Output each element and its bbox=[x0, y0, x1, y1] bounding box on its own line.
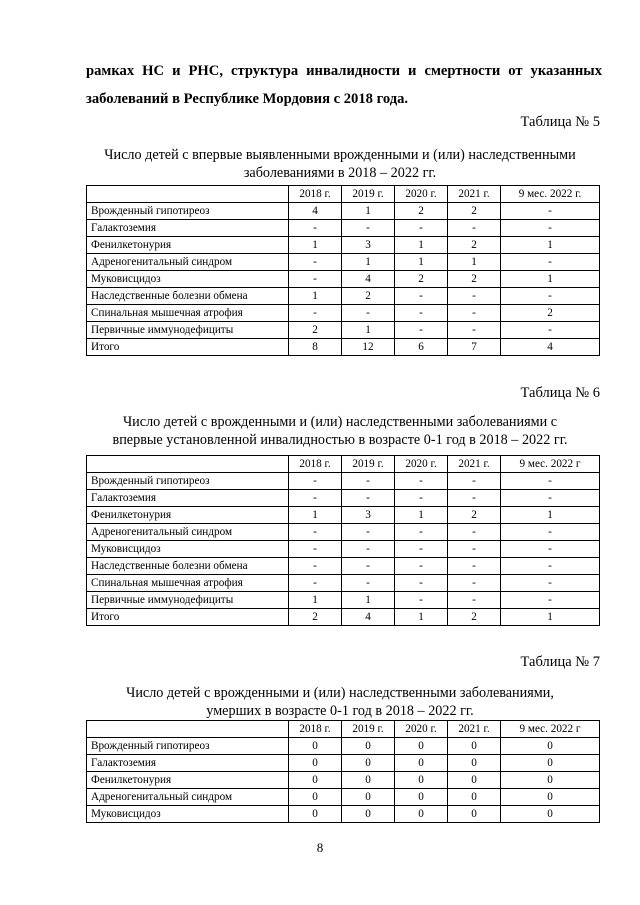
table-cell: - bbox=[448, 558, 501, 575]
row-label: Галактоземия bbox=[87, 490, 289, 507]
table-cell: 0 bbox=[501, 789, 600, 806]
table7-caption-line-1: Число детей с врожденными и (или) наследственными заболеваниями, bbox=[126, 685, 554, 701]
table-cell: 0 bbox=[289, 789, 342, 806]
table-header-row bbox=[87, 186, 600, 203]
column-header: 9 мес. 2022 г. bbox=[501, 186, 600, 203]
table-cell: 0 bbox=[395, 772, 448, 789]
table-row bbox=[87, 558, 600, 575]
column-header: 2021 г. bbox=[448, 721, 501, 738]
row-label: Адреногенитальный синдром bbox=[87, 524, 289, 541]
table-cell: - bbox=[501, 592, 600, 609]
table-cell: - bbox=[448, 524, 501, 541]
table-cell: - bbox=[501, 288, 600, 305]
table-header-row bbox=[87, 456, 600, 473]
table-cell: - bbox=[501, 322, 600, 339]
row-label: Галактоземия bbox=[87, 755, 289, 772]
table-cell: 2 bbox=[395, 271, 448, 288]
table-cell: 2 bbox=[448, 203, 501, 220]
table-cell: - bbox=[289, 473, 342, 490]
table-cell: - bbox=[395, 473, 448, 490]
table-cell: - bbox=[289, 541, 342, 558]
table-cell: 0 bbox=[342, 789, 395, 806]
table-row bbox=[87, 524, 600, 541]
table-row bbox=[87, 254, 600, 271]
table-row bbox=[87, 339, 600, 356]
table-cell: - bbox=[395, 541, 448, 558]
intro-text-line-2: заболеваний в Республике Мордовия с 2018 года. bbox=[86, 91, 409, 107]
table-cell: 1 bbox=[395, 609, 448, 626]
table-cell: 0 bbox=[448, 772, 501, 789]
table-cell: 0 bbox=[395, 789, 448, 806]
table-cell: 0 bbox=[289, 772, 342, 789]
table-cell: 0 bbox=[501, 806, 600, 823]
row-label: Спинальная мышечная атрофия bbox=[87, 305, 289, 322]
table-cell: - bbox=[448, 575, 501, 592]
table-cell: 4 bbox=[342, 271, 395, 288]
table-row bbox=[87, 203, 600, 220]
column-header: 2020 г. bbox=[395, 721, 448, 738]
table7-number: Таблица № 7 bbox=[520, 654, 600, 670]
table-row bbox=[87, 507, 600, 524]
table-row bbox=[87, 490, 600, 507]
row-label: Итого bbox=[87, 339, 289, 356]
row-label: Адреногенитальный синдром bbox=[87, 789, 289, 806]
table-cell: 1 bbox=[342, 592, 395, 609]
table-cell: - bbox=[289, 575, 342, 592]
row-label: Врожденный гипотиреоз bbox=[87, 473, 289, 490]
table5-caption-line-1: Число детей с впервые выявленными врожденными и (или) наследственными bbox=[104, 147, 576, 163]
table-cell: 7 bbox=[448, 339, 501, 356]
table-cell: - bbox=[395, 524, 448, 541]
column-header bbox=[87, 186, 289, 203]
table-cell: - bbox=[448, 220, 501, 237]
table-cell: - bbox=[342, 524, 395, 541]
table-cell: 0 bbox=[395, 806, 448, 823]
table-row bbox=[87, 738, 600, 755]
table-row bbox=[87, 541, 600, 558]
row-label: Муковисцидоз bbox=[87, 271, 289, 288]
table-cell: 1 bbox=[289, 288, 342, 305]
column-header: 9 мес. 2022 г bbox=[501, 456, 600, 473]
table-row bbox=[87, 271, 600, 288]
table-cell: 0 bbox=[342, 806, 395, 823]
table-cell: - bbox=[501, 558, 600, 575]
column-header bbox=[87, 456, 289, 473]
table-cell: - bbox=[342, 490, 395, 507]
table-cell: 0 bbox=[501, 772, 600, 789]
page-number: 8 bbox=[316, 840, 324, 855]
table-cell: - bbox=[395, 288, 448, 305]
table-cell: - bbox=[342, 473, 395, 490]
column-header: 2020 г. bbox=[395, 456, 448, 473]
table-cell: 3 bbox=[342, 237, 395, 254]
table-cell: - bbox=[448, 541, 501, 558]
table6-caption-line-2: впервые установленной инвалидностью в возрасте 0-1 год в 2018 – 2022 гг. bbox=[112, 432, 568, 448]
table-cell: - bbox=[501, 220, 600, 237]
table-cell: 0 bbox=[342, 772, 395, 789]
column-header: 2020 г. bbox=[395, 186, 448, 203]
table-cell: - bbox=[342, 541, 395, 558]
table-cell: 2 bbox=[448, 237, 501, 254]
table-cell: 0 bbox=[448, 755, 501, 772]
table-cell: 2 bbox=[448, 609, 501, 626]
table-cell: - bbox=[395, 322, 448, 339]
table-row bbox=[87, 237, 600, 254]
table-cell: 1 bbox=[342, 203, 395, 220]
row-label: Адреногенитальный синдром bbox=[87, 254, 289, 271]
table-cell: - bbox=[501, 524, 600, 541]
table-cell: - bbox=[395, 558, 448, 575]
table-cell: 0 bbox=[448, 789, 501, 806]
table-row bbox=[87, 305, 600, 322]
table-cell: - bbox=[289, 558, 342, 575]
table-cell: 2 bbox=[448, 507, 501, 524]
table-cell: - bbox=[448, 490, 501, 507]
table-cell: 1 bbox=[501, 237, 600, 254]
table-cell: - bbox=[501, 575, 600, 592]
table-cell: 0 bbox=[289, 806, 342, 823]
table7 bbox=[86, 720, 600, 823]
row-label: Фенилкетонурия bbox=[87, 237, 289, 254]
table6-number: Таблица № 6 bbox=[520, 385, 600, 401]
table-cell: 2 bbox=[448, 271, 501, 288]
table-row bbox=[87, 806, 600, 823]
row-label: Врожденный гипотиреоз bbox=[87, 738, 289, 755]
table-cell: - bbox=[342, 558, 395, 575]
table-cell: - bbox=[289, 305, 342, 322]
table-cell: 3 bbox=[342, 507, 395, 524]
row-label: Наследственные болезни обмена bbox=[87, 558, 289, 575]
table-cell: 0 bbox=[342, 738, 395, 755]
table-row bbox=[87, 220, 600, 237]
table-cell: 1 bbox=[395, 507, 448, 524]
row-label: Наследственные болезни обмена bbox=[87, 288, 289, 305]
table-cell: - bbox=[501, 473, 600, 490]
table-cell: - bbox=[342, 575, 395, 592]
table-cell: 0 bbox=[501, 755, 600, 772]
table-row bbox=[87, 575, 600, 592]
table-cell: - bbox=[395, 220, 448, 237]
table-cell: 2 bbox=[501, 305, 600, 322]
table6 bbox=[86, 455, 600, 626]
table-cell: 4 bbox=[342, 609, 395, 626]
table-cell: - bbox=[395, 575, 448, 592]
table-row bbox=[87, 288, 600, 305]
table-cell: - bbox=[395, 490, 448, 507]
table-cell: 4 bbox=[501, 339, 600, 356]
table-cell: - bbox=[448, 592, 501, 609]
table-row bbox=[87, 609, 600, 626]
intro-text-line-1: рамках НС и РНС, структура инвалидности и смертности от указанных bbox=[86, 63, 602, 79]
table-cell: 1 bbox=[501, 271, 600, 288]
row-label: Итого bbox=[87, 609, 289, 626]
table5-caption-line-2: заболеваниями в 2018 – 2022 гг. bbox=[243, 165, 437, 181]
row-label: Муковисцидоз bbox=[87, 806, 289, 823]
table-row bbox=[87, 473, 600, 490]
table-cell: 12 bbox=[342, 339, 395, 356]
table-cell: - bbox=[448, 305, 501, 322]
table5-number: Таблица № 5 bbox=[520, 114, 600, 130]
table-cell: 2 bbox=[342, 288, 395, 305]
table-cell: - bbox=[448, 288, 501, 305]
table-row bbox=[87, 789, 600, 806]
table-row bbox=[87, 322, 600, 339]
table-cell: 1 bbox=[289, 592, 342, 609]
column-header: 2021 г. bbox=[448, 186, 501, 203]
row-label: Муковисцидоз bbox=[87, 541, 289, 558]
table-cell: - bbox=[289, 271, 342, 288]
column-header: 2019 г. bbox=[342, 456, 395, 473]
table-cell: 1 bbox=[395, 237, 448, 254]
table-cell: - bbox=[342, 220, 395, 237]
table-cell: 0 bbox=[501, 738, 600, 755]
table5 bbox=[86, 185, 600, 356]
table-cell: 1 bbox=[342, 254, 395, 271]
table-cell: 1 bbox=[342, 322, 395, 339]
table-cell: 0 bbox=[289, 738, 342, 755]
row-label: Фенилкетонурия bbox=[87, 772, 289, 789]
table-cell: 8 bbox=[289, 339, 342, 356]
table-row bbox=[87, 755, 600, 772]
table-cell: - bbox=[289, 220, 342, 237]
table-cell: 2 bbox=[395, 203, 448, 220]
table-cell: - bbox=[448, 473, 501, 490]
table-cell: 0 bbox=[342, 755, 395, 772]
table-cell: - bbox=[501, 254, 600, 271]
table-cell: 2 bbox=[289, 609, 342, 626]
table6-caption-line-1: Число детей с врожденными и (или) наследственными заболеваниями с bbox=[122, 414, 558, 430]
table-cell: 1 bbox=[395, 254, 448, 271]
table-cell: 1 bbox=[448, 254, 501, 271]
table-cell: - bbox=[448, 322, 501, 339]
table-row bbox=[87, 772, 600, 789]
table-cell: - bbox=[501, 541, 600, 558]
table-row bbox=[87, 592, 600, 609]
table-cell: 0 bbox=[448, 738, 501, 755]
table-cell: - bbox=[289, 490, 342, 507]
table-cell: - bbox=[395, 305, 448, 322]
row-label: Спинальная мышечная атрофия bbox=[87, 575, 289, 592]
table-header-row bbox=[87, 721, 600, 738]
table-cell: 0 bbox=[395, 738, 448, 755]
column-header: 9 мес. 2022 г bbox=[501, 721, 600, 738]
row-label: Фенилкетонурия bbox=[87, 507, 289, 524]
table-cell: 1 bbox=[289, 507, 342, 524]
table7-caption-line-2: умерших в возрасте 0-1 год в 2018 – 2022 гг. bbox=[206, 703, 474, 719]
column-header: 2018 г. bbox=[289, 721, 342, 738]
column-header: 2018 г. bbox=[289, 186, 342, 203]
column-header: 2019 г. bbox=[342, 186, 395, 203]
table-cell: 1 bbox=[289, 237, 342, 254]
table-cell: - bbox=[342, 305, 395, 322]
row-label: Врожденный гипотиреоз bbox=[87, 203, 289, 220]
table-cell: 4 bbox=[289, 203, 342, 220]
table-cell: 2 bbox=[289, 322, 342, 339]
table-cell: 1 bbox=[501, 507, 600, 524]
column-header: 2021 г. bbox=[448, 456, 501, 473]
table-cell: - bbox=[395, 592, 448, 609]
table-cell: - bbox=[289, 524, 342, 541]
table-cell: 0 bbox=[395, 755, 448, 772]
column-header: 2018 г. bbox=[289, 456, 342, 473]
column-header bbox=[87, 721, 289, 738]
table-cell: 0 bbox=[289, 755, 342, 772]
table-cell: 6 bbox=[395, 339, 448, 356]
row-label: Первичные иммунодефициты bbox=[87, 322, 289, 339]
column-header: 2019 г. bbox=[342, 721, 395, 738]
table-cell: - bbox=[501, 203, 600, 220]
table-cell: 0 bbox=[448, 806, 501, 823]
table-cell: - bbox=[289, 254, 342, 271]
row-label: Галактоземия bbox=[87, 220, 289, 237]
table-cell: 1 bbox=[501, 609, 600, 626]
row-label: Первичные иммунодефициты bbox=[87, 592, 289, 609]
table-cell: - bbox=[501, 490, 600, 507]
